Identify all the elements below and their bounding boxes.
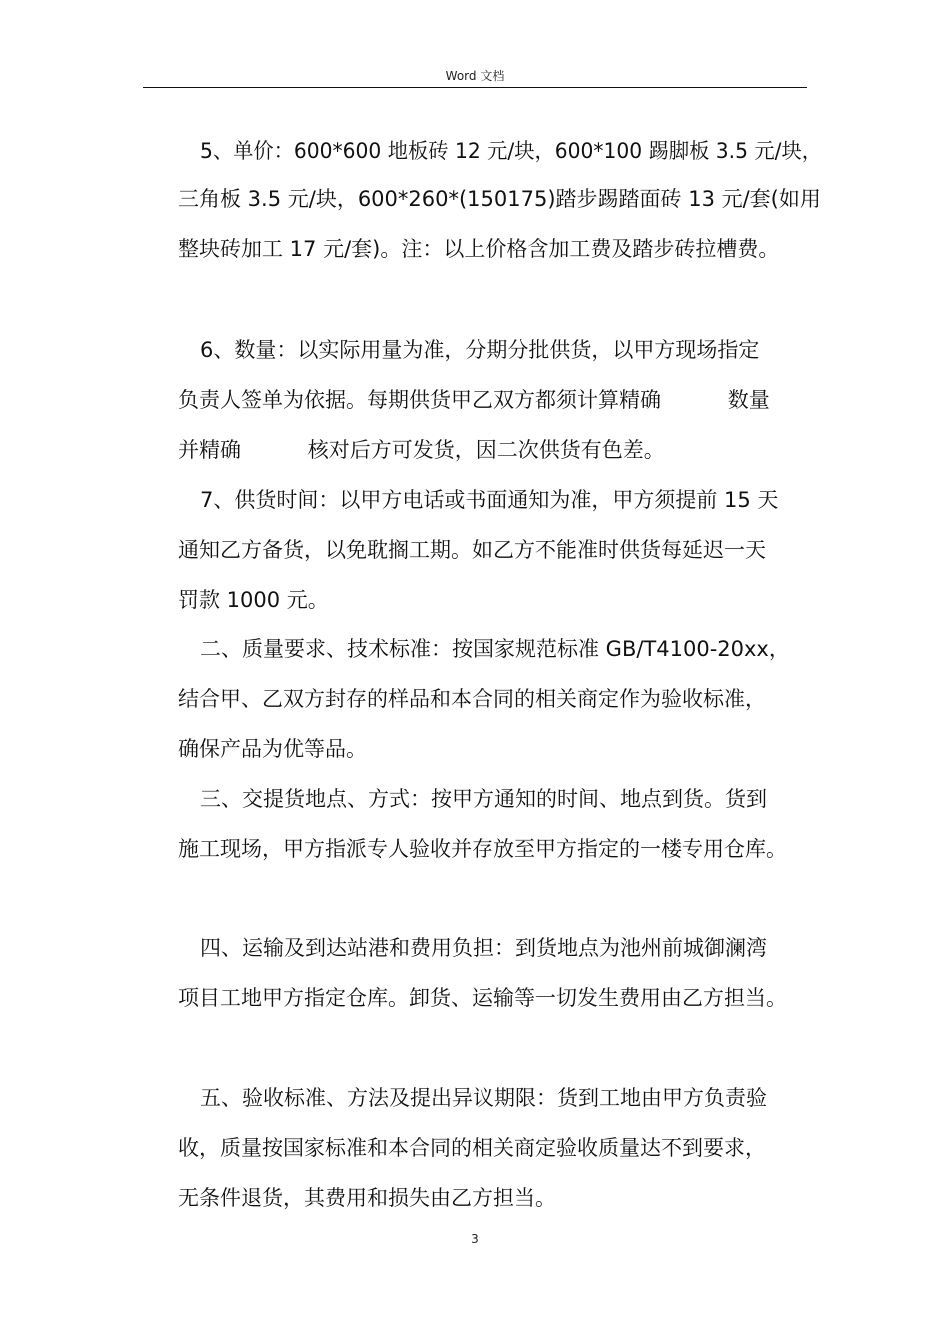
body-line: 四、运输及到达站港和费用负担：到货地点为池州前城御澜湾 (200, 936, 767, 960)
body-line: 7、供货时间：以甲方电话或书面通知为准，甲方须提前 15 天 (200, 488, 779, 512)
body-line: 收，质量按国家标准和本合同的相关商定验收质量达不到要求， (178, 1136, 766, 1160)
body-line: 施工现场，甲方指派专人验收并存放至甲方指定的一楼专用仓库。 (178, 837, 787, 861)
body-line: 五、验收标准、方法及提出异议期限：货到工地由甲方负责验 (200, 1086, 767, 1110)
body-line: 整块砖加工 17 元/套)。注：以上价格含加工费及踏步砖拉槽费。 (178, 237, 780, 261)
body-line: 通知乙方备货，以免耽搁工期。如乙方不能准时供货每延迟一天 (178, 538, 766, 562)
header-divider (143, 87, 807, 88)
body-line: 确保产品为优等品。 (178, 737, 367, 761)
body-line: 结合甲、乙双方封存的样品和本合同的相关商定作为验收标准， (178, 687, 766, 711)
body-line: 项目工地甲方指定仓库。卸货、运输等一切发生费用由乙方担当。 (178, 986, 787, 1010)
body-line: 5、单价：600*600 地板砖 12 元/块，600*100 踢脚板 3.5 元/块， (200, 139, 822, 163)
body-line: 罚款 1000 元。 (178, 588, 329, 612)
body-line: 无条件退货，其费用和损失由乙方担当。 (178, 1186, 556, 1210)
body-line: 三、交提货地点、方式：按甲方通知的时间、地点到货。货到 (200, 787, 767, 811)
page-header-title: Word 文档 (445, 69, 505, 83)
body-line: 并精确 核对后方可发货，因二次供货有色差。 (178, 438, 665, 462)
body-line: 三角板 3.5 元/块，600*260*(150175)踏步踢踏面砖 13 元/套(如用 (178, 187, 821, 211)
page-number: 3 (471, 1232, 479, 1246)
body-line: 负责人签单为依据。每期供货甲乙双方都须计算精确 数量 (178, 388, 770, 412)
body-line: 6、数量：以实际用量为准，分期分批供货，以甲方现场指定 (200, 338, 760, 362)
body-line: 二、质量要求、技术标准：按国家规范标准 GB/T4100-20xx， (200, 637, 790, 661)
